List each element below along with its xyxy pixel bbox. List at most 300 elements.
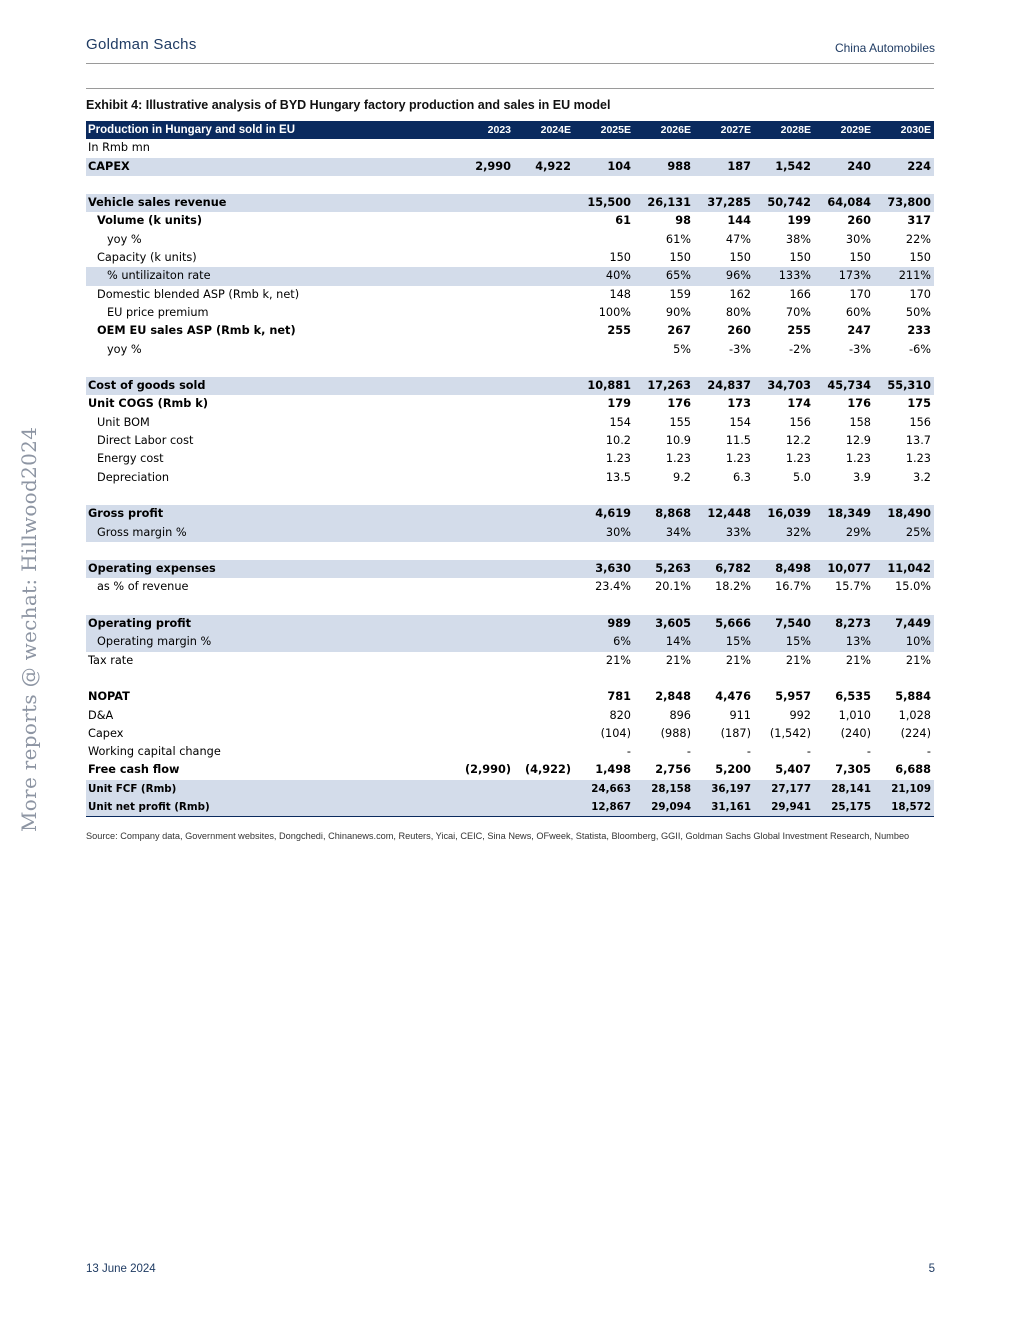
row-label: as % of revenue: [97, 580, 189, 594]
table-cell: 65%: [634, 267, 694, 285]
table-cell: 260: [847, 214, 871, 228]
table-cell: 1.23: [905, 452, 931, 466]
table-cell: 64,084: [814, 194, 874, 212]
table-cell: 4,922: [514, 158, 574, 176]
table-cell: (187): [720, 726, 751, 740]
table-cell: 15.0%: [895, 580, 931, 594]
table-cell: [452, 688, 514, 706]
table-cell: 150: [789, 251, 811, 265]
column-header: 2025E: [574, 121, 634, 139]
table-cell: 10%: [874, 633, 934, 651]
row-label: [86, 597, 452, 615]
table-cell: 60%: [845, 305, 871, 319]
table-cell: 1.23: [605, 452, 631, 466]
row-label: Capacity (k units): [97, 251, 197, 265]
table-cell: 45,734: [814, 377, 874, 395]
table-cell: 5,666: [694, 615, 754, 633]
table-cell: 28,158: [634, 780, 694, 798]
table-cell: [514, 524, 574, 542]
table-cell: [452, 139, 514, 157]
table-cell: 20.1%: [655, 580, 691, 594]
table-cell: 96%: [694, 267, 754, 285]
table-cell: 233: [907, 324, 931, 338]
table-row: [86, 450, 934, 468]
table-cell: 150: [729, 251, 751, 265]
table-cell: 6.3: [733, 470, 751, 484]
row-label: Working capital change: [88, 745, 221, 759]
row-label: NOPAT: [88, 690, 130, 704]
table-cell: 159: [669, 287, 691, 301]
row-label: Operating profit: [86, 615, 452, 633]
table-cell: 187: [694, 158, 754, 176]
table-cell: 5,200: [715, 763, 751, 777]
table-cell: [634, 670, 694, 688]
table-row: [86, 139, 934, 157]
table-cell: 29,941: [754, 798, 814, 817]
table-cell: 6%: [574, 633, 634, 651]
table-row: [86, 322, 934, 340]
table-cell: [634, 176, 694, 194]
table-cell: 16.7%: [775, 580, 811, 594]
row-label: [86, 670, 452, 688]
table-cell: 170: [849, 287, 871, 301]
table-cell: [452, 395, 514, 413]
table-cell: 37,285: [694, 194, 754, 212]
table-cell: 4,476: [715, 690, 751, 704]
table-cell: 55,310: [874, 377, 934, 395]
table-cell: 21%: [905, 653, 931, 667]
table-cell: 2,848: [655, 690, 691, 704]
table-cell: [694, 139, 754, 157]
table-cell: 3,605: [634, 615, 694, 633]
table-cell: 6,688: [895, 763, 931, 777]
table-cell: 13.7: [905, 434, 931, 448]
table-cell: 14%: [634, 633, 694, 651]
table-cell: [874, 542, 934, 560]
table-row: [86, 798, 934, 817]
table-cell: 34%: [634, 524, 694, 542]
table-cell: 15%: [754, 633, 814, 651]
table-cell: [814, 597, 874, 615]
row-label: Gross profit: [86, 505, 452, 523]
table-cell: 260: [727, 324, 751, 338]
table-cell: [514, 212, 574, 230]
table-cell: 18,490: [874, 505, 934, 523]
table-cell: [814, 139, 874, 157]
table-cell: [452, 249, 514, 267]
table-row: [86, 542, 934, 560]
table-cell: 173: [727, 397, 751, 411]
table-cell: [634, 597, 694, 615]
table-cell: [452, 414, 514, 432]
row-label: yoy %: [107, 232, 142, 246]
table-cell: 255: [607, 324, 631, 338]
table-cell: [514, 780, 574, 798]
table-cell: 12.9: [845, 434, 871, 448]
table-cell: [452, 743, 514, 761]
table-cell: [452, 505, 514, 523]
table-cell: 70%: [785, 305, 811, 319]
table-cell: 73,800: [874, 194, 934, 212]
table-cell: 100%: [598, 305, 631, 319]
table-cell: [574, 176, 634, 194]
table-cell: [452, 542, 514, 560]
table-cell: 32%: [754, 524, 814, 542]
table-row: [86, 304, 934, 322]
table-cell: 988: [634, 158, 694, 176]
table-cell: 2,990: [452, 158, 514, 176]
table-cell: [452, 798, 514, 817]
table-body: [86, 139, 934, 816]
table-cell: [514, 341, 574, 359]
table-cell: [452, 578, 514, 596]
row-label: Unit net profit (Rmb): [86, 798, 452, 817]
table-cell: 24,663: [574, 780, 634, 798]
table-cell: 8,498: [754, 560, 814, 578]
table-cell: 18,349: [814, 505, 874, 523]
table-cell: [514, 615, 574, 633]
table-cell: -: [626, 745, 631, 759]
table-cell: [574, 597, 634, 615]
table-cell: 30%: [845, 232, 871, 246]
table-cell: -: [806, 745, 811, 759]
watermark-text: More reports @ wechat: Hillwood2024: [17, 426, 41, 832]
table-cell: [574, 341, 634, 359]
row-label: Free cash flow: [88, 763, 180, 777]
table-cell: 6,782: [694, 560, 754, 578]
row-label: Cost of goods sold: [86, 377, 452, 395]
table-row: [86, 725, 934, 743]
table-cell: [754, 542, 814, 560]
table-cell: 781: [607, 690, 631, 704]
table-cell: 1.23: [725, 452, 751, 466]
table-cell: 5.0: [793, 470, 811, 484]
table-cell: [452, 450, 514, 468]
table-cell: [754, 176, 814, 194]
table-cell: 1.23: [665, 452, 691, 466]
table-row: [86, 432, 934, 450]
table-cell: 61%: [665, 232, 691, 246]
table-cell: [694, 176, 754, 194]
table-cell: [514, 707, 574, 725]
table-row: [86, 286, 934, 304]
table-cell: [574, 139, 634, 157]
table-cell: [514, 432, 574, 450]
table-cell: [694, 359, 754, 377]
table-cell: [452, 560, 514, 578]
table-cell: (104): [600, 726, 631, 740]
table-cell: [634, 542, 694, 560]
column-header: 2027E: [694, 121, 754, 139]
column-header: 2023: [452, 121, 514, 139]
table-cell: [452, 359, 514, 377]
table-row: [86, 212, 934, 230]
row-label: Capex: [88, 726, 124, 740]
table-cell: [514, 743, 574, 761]
table-cell: 156: [909, 415, 931, 429]
table-row: [86, 652, 934, 670]
footer-date: 13 June 2024: [86, 1263, 156, 1275]
table-header-row: [86, 121, 934, 139]
table-cell: [514, 688, 574, 706]
table-cell: 21%: [605, 653, 631, 667]
table-cell: [574, 670, 634, 688]
table-cell: -6%: [909, 342, 931, 356]
table-cell: [514, 597, 574, 615]
table-cell: [452, 194, 514, 212]
row-label: In Rmb mn: [88, 141, 150, 155]
table-cell: 18.2%: [715, 580, 751, 594]
table-cell: 162: [729, 287, 751, 301]
table-cell: 155: [669, 415, 691, 429]
row-label: Energy cost: [97, 452, 164, 466]
table-cell: [814, 487, 874, 505]
table-row: [86, 249, 934, 267]
table-cell: 40%: [574, 267, 634, 285]
table-cell: 10,881: [574, 377, 634, 395]
table-cell: 5,884: [895, 690, 931, 704]
table-row: [86, 524, 934, 542]
table-cell: 150: [849, 251, 871, 265]
table-row: [86, 395, 934, 413]
table-cell: 13%: [814, 633, 874, 651]
table-cell: [514, 450, 574, 468]
table-cell: 11,042: [874, 560, 934, 578]
table-cell: 896: [669, 708, 691, 722]
table-row: [86, 377, 934, 395]
table-cell: 5,263: [634, 560, 694, 578]
table-cell: 5,407: [775, 763, 811, 777]
table-cell: [694, 542, 754, 560]
header-divider: [86, 63, 934, 64]
table-cell: [754, 597, 814, 615]
table-cell: [814, 542, 874, 560]
table-cell: 992: [789, 708, 811, 722]
table-cell: -: [866, 745, 871, 759]
table-cell: [514, 542, 574, 560]
table-cell: 13.5: [605, 470, 631, 484]
table-cell: [452, 212, 514, 230]
table-cell: [874, 359, 934, 377]
table-cell: 29,094: [634, 798, 694, 817]
row-label: Volume (k units): [97, 214, 203, 228]
table-row: [86, 341, 934, 359]
section-title: China Automobiles: [834, 41, 935, 55]
table-cell: [452, 615, 514, 633]
table-cell: 12,867: [574, 798, 634, 817]
row-label: Gross margin %: [86, 524, 452, 542]
table-cell: 224: [874, 158, 934, 176]
table-cell: 29%: [814, 524, 874, 542]
table-cell: 133%: [754, 267, 814, 285]
table-cell: [634, 359, 694, 377]
table-cell: 820: [609, 708, 631, 722]
table-cell: 154: [729, 415, 751, 429]
table-cell: [574, 487, 634, 505]
table-cell: 26,131: [634, 194, 694, 212]
financial-table: [86, 121, 934, 817]
table-cell: 18,572: [874, 798, 934, 817]
column-header: 2028E: [754, 121, 814, 139]
row-label: Operating margin %: [86, 633, 452, 651]
column-header: 2029E: [814, 121, 874, 139]
table-cell: 150: [609, 251, 631, 265]
table-cell: 176: [847, 397, 871, 411]
table-cell: [694, 487, 754, 505]
table-cell: [514, 487, 574, 505]
table-cell: 255: [787, 324, 811, 338]
table-cell: 7,449: [874, 615, 934, 633]
table-cell: 240: [814, 158, 874, 176]
table-cell: [452, 176, 514, 194]
table-cell: [634, 487, 694, 505]
table-cell: 24,837: [694, 377, 754, 395]
table-cell: 7,305: [835, 763, 871, 777]
table-cell: 3.2: [913, 470, 931, 484]
table-cell: 10,077: [814, 560, 874, 578]
row-label: Unit FCF (Rmb): [86, 780, 452, 798]
table-cell: [452, 652, 514, 670]
table-cell: 15%: [694, 633, 754, 651]
row-label: Unit COGS (Rmb k): [88, 397, 208, 411]
table-cell: [514, 505, 574, 523]
row-label: [86, 487, 452, 505]
table-cell: [514, 286, 574, 304]
table-cell: [452, 524, 514, 542]
table-cell: 25%: [874, 524, 934, 542]
table-cell: 150: [669, 251, 691, 265]
table-cell: [514, 469, 574, 487]
row-label: Unit BOM: [97, 415, 150, 429]
table-cell: [514, 304, 574, 322]
table-cell: 5%: [673, 342, 691, 356]
row-label: D&A: [88, 708, 114, 722]
table-cell: 211%: [874, 267, 934, 285]
row-label: Depreciation: [97, 470, 170, 484]
table-cell: 15,500: [574, 194, 634, 212]
table-cell: [814, 176, 874, 194]
brand-name: Goldman Sachs: [86, 36, 197, 53]
table-cell: 27,177: [754, 780, 814, 798]
table-cell: 6,535: [835, 690, 871, 704]
table-cell: 8,868: [634, 505, 694, 523]
table-cell: [874, 139, 934, 157]
table-row: [86, 743, 934, 761]
table-cell: [754, 139, 814, 157]
table-cell: [452, 432, 514, 450]
table-cell: 3.9: [853, 470, 871, 484]
exhibit-title: Exhibit 4: Illustrative analysis of BYD Hungary factory production and sales in EU model: [86, 98, 611, 112]
column-header: 2024E: [514, 121, 574, 139]
table-cell: 12,448: [694, 505, 754, 523]
exhibit-divider: [86, 88, 934, 89]
table-cell: 3,630: [574, 560, 634, 578]
table-cell: 10.2: [605, 434, 631, 448]
table-cell: [452, 341, 514, 359]
table-cell: [452, 267, 514, 285]
table-cell: 16,039: [754, 505, 814, 523]
table-cell: 90%: [665, 305, 691, 319]
column-header: 2030E: [874, 121, 934, 139]
table-cell: [514, 139, 574, 157]
table-cell: [574, 231, 634, 249]
table-cell: 179: [607, 397, 631, 411]
table-cell: 176: [667, 397, 691, 411]
row-label: [86, 176, 452, 194]
table-cell: 10.9: [665, 434, 691, 448]
table-row: [86, 359, 934, 377]
table-cell: -: [746, 745, 751, 759]
table-cell: 8,273: [814, 615, 874, 633]
table-cell: [452, 707, 514, 725]
table-cell: [754, 359, 814, 377]
table-cell: 267: [667, 324, 691, 338]
table-cell: 156: [789, 415, 811, 429]
table-row: [86, 176, 934, 194]
table-row: [86, 487, 934, 505]
column-header: 2026E: [634, 121, 694, 139]
table-cell: 1,542: [754, 158, 814, 176]
table-cell: 22%: [905, 232, 931, 246]
table-cell: 144: [727, 214, 751, 228]
table-cell: 50,742: [754, 194, 814, 212]
page-number: 5: [928, 1263, 935, 1275]
table-cell: [514, 322, 574, 340]
table-cell: 247: [847, 324, 871, 338]
table-cell: -3%: [729, 342, 751, 356]
table-cell: (224): [900, 726, 931, 740]
table-cell: (240): [840, 726, 871, 740]
table-cell: 173%: [814, 267, 874, 285]
table-cell: [452, 670, 514, 688]
source-note: Source: Company data, Government websites, Dongchedi, Chinanews.com, Reuters, Yicai, CEIC, Sina News, OFweek, Statista, Bloomberg, GGII, Goldman Sachs Global Investment Research, Numbeo: [86, 831, 910, 841]
table-row: [86, 688, 934, 706]
table-cell: 36,197: [694, 780, 754, 798]
table-cell: [514, 377, 574, 395]
table-cell: 9.2: [673, 470, 691, 484]
table-cell: (1,542): [769, 726, 811, 740]
table-cell: [452, 597, 514, 615]
row-label: [86, 542, 452, 560]
row-label: [86, 359, 452, 377]
table-row: [86, 469, 934, 487]
table-cell: [452, 469, 514, 487]
table-cell: [574, 359, 634, 377]
table-cell: 154: [609, 415, 631, 429]
table-cell: 104: [574, 158, 634, 176]
table-cell: [874, 670, 934, 688]
table-row: [86, 194, 934, 212]
table-cell: [814, 670, 874, 688]
table-cell: 33%: [694, 524, 754, 542]
table-cell: 148: [609, 287, 631, 301]
table-cell: [452, 725, 514, 743]
table-cell: [874, 176, 934, 194]
table-cell: 170: [909, 287, 931, 301]
table-cell: 2,756: [655, 763, 691, 777]
table-cell: [452, 304, 514, 322]
table-cell: [452, 377, 514, 395]
table-cell: 11.5: [725, 434, 751, 448]
table-cell: [514, 267, 574, 285]
table-cell: 1,010: [838, 708, 871, 722]
table-cell: [514, 194, 574, 212]
table-cell: (2,990): [464, 763, 511, 777]
table-cell: 28,141: [814, 780, 874, 798]
table-cell: 1,028: [898, 708, 931, 722]
table-row: [86, 780, 934, 798]
table-row: [86, 597, 934, 615]
